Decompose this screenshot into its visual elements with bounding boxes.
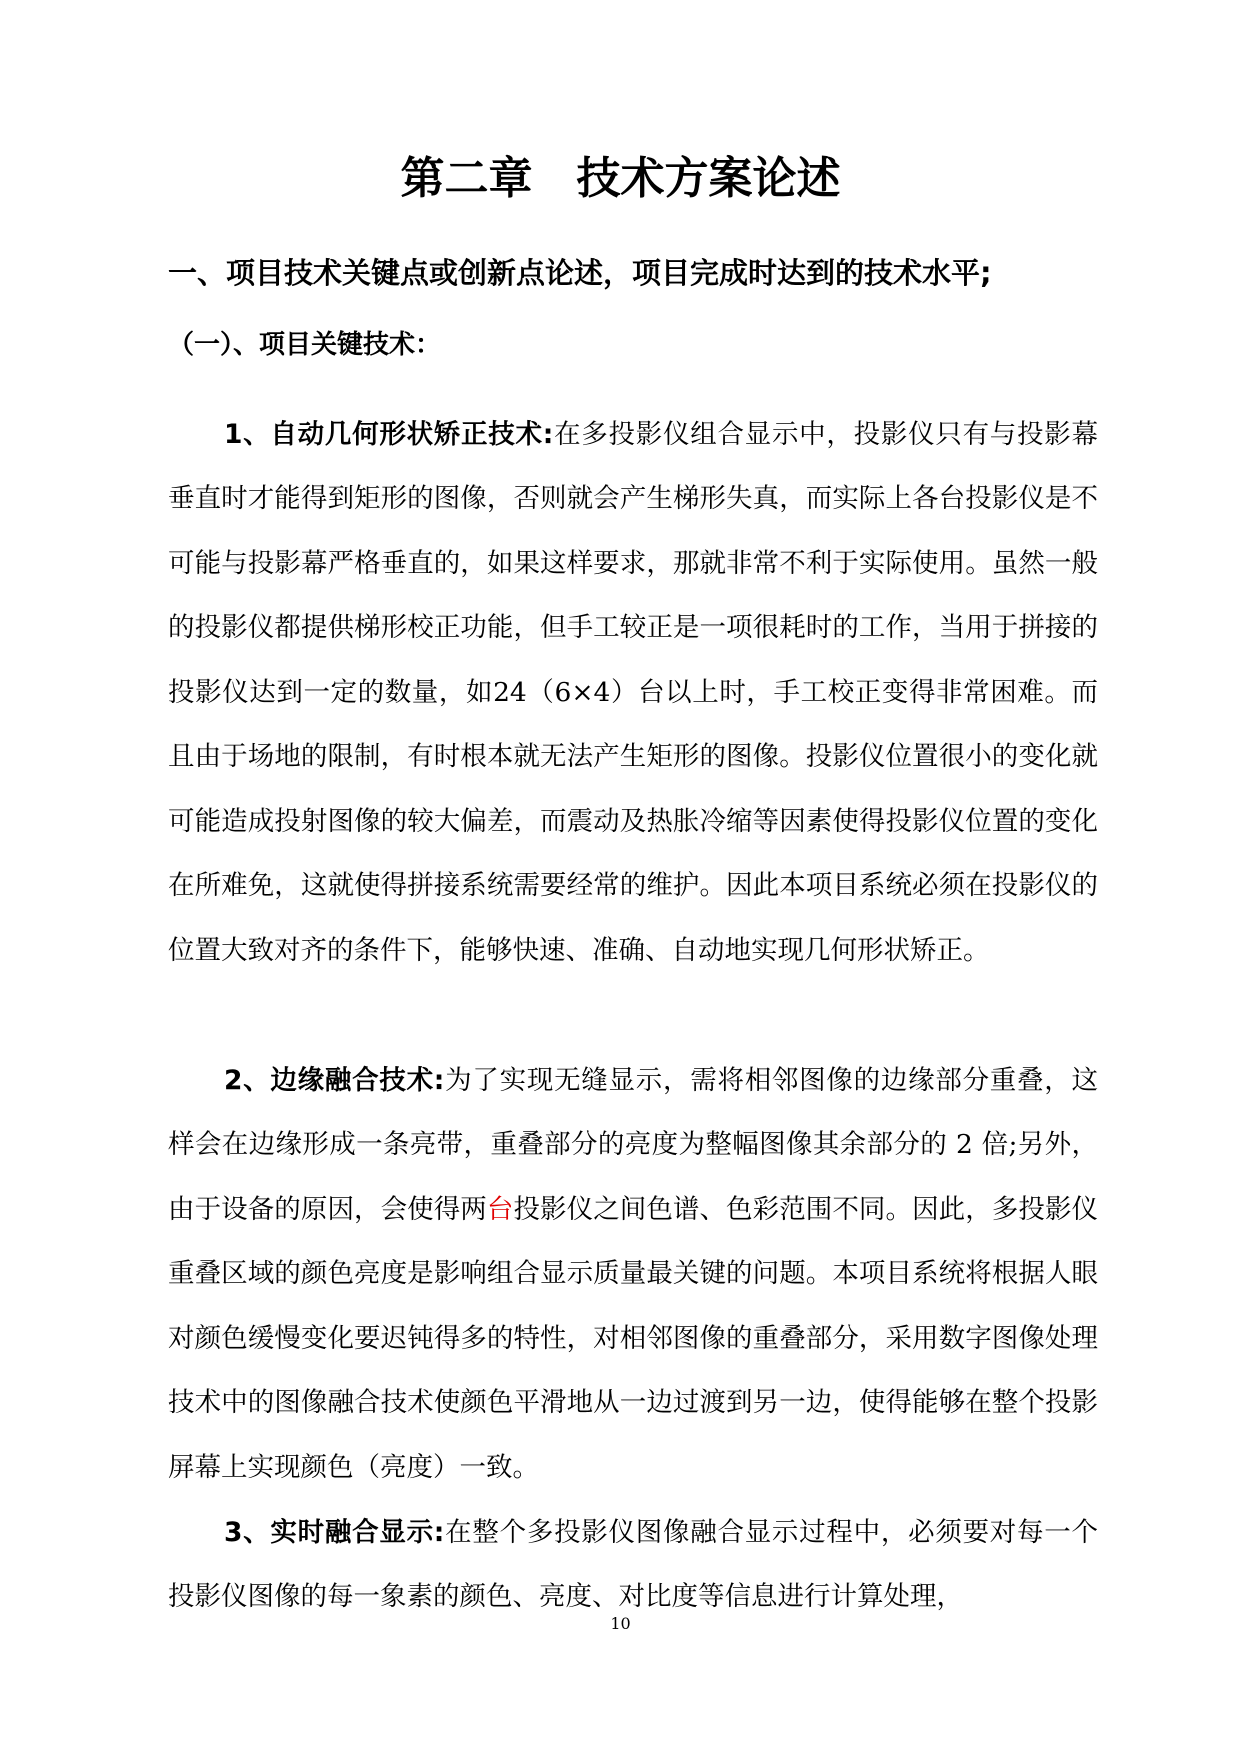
paragraph-text: 投影仪之间色谱、色彩范围不同。因此，多投影仪重叠区域的颜色亮度是影响组合显示质量最关键的问题。本项目系统将根据人眼对颜色缓慢变化要迟钝得多的特性，对相邻图像的重叠部分，采用数字图像处理技术中的图像融合技术使颜色平滑地从一边过渡到另一边，使得能够在整个投影屏幕上实现颜色（亮度）一致。 <box>168 1193 1099 1483</box>
paragraph-geometry-correction <box>168 403 1098 984</box>
paragraph-lead: 3、实时融合显示: <box>224 1516 445 1548</box>
paragraph-text: 在多投影仪组合显示中，投影仪只有与投影幕垂直时才能得到矩形的图像，否则就会产生梯形失真，而实际上各台投影仪是不可能与投影幕严格垂直的，如果这样要求，那就非常不利于实际使用。虽然一般的投影仪都提供梯形校正功能，但手工较正是一项很耗时的工作，当用于拼接的投影仪达到一定的数量，如24（6×4）台以上时，手工校正变得非常困难。而且由于场地的限制，有时根本就无法产生矩形的图像。投影仪位置很小的变化就可能造成投射图像的较大偏差，而震动及热胀冷缩等因素使得投影仪位置的变化在所难免，这就使得拼接系统需要经常的维护。因此本项目系统必须在投影仪的位置大致对齐的条件下，能够快速、准确、自动地实现几何形状矫正。 <box>168 418 1099 966</box>
chapter-title: 第二章 技术方案论述 <box>400 153 841 204</box>
paragraph-edge-blending <box>168 1049 1098 1501</box>
page-number: 10 <box>610 1614 631 1633</box>
paragraph-lead: 2、边缘融合技术: <box>224 1064 445 1096</box>
subsection-heading: （一）、项目关键技术： <box>168 330 442 360</box>
paragraph-text: 在整个多投影仪图像融合显示过程中，必须要对每一个投影仪图像的每一象素的颜色、亮度、对比度等信息进行计算处理， <box>168 1516 1098 1612</box>
section-heading: 一、项目技术关键点或创新点论述，项目完成时达到的技术水平; <box>168 256 992 290</box>
paragraph-lead: 1、自动几何形状矫正技术: <box>224 418 554 450</box>
highlighted-character: 台 <box>486 1193 514 1225</box>
paragraph-realtime-display <box>168 1501 1098 1630</box>
paragraph-text: 为了实现无缝显示，需将相邻图像的边缘部分重叠，这样会在边缘形成一条亮带，重叠部分的亮度为整幅图像其余部分的 2 倍;另外，由于设备的原因，会使得两 <box>168 1064 1098 1225</box>
